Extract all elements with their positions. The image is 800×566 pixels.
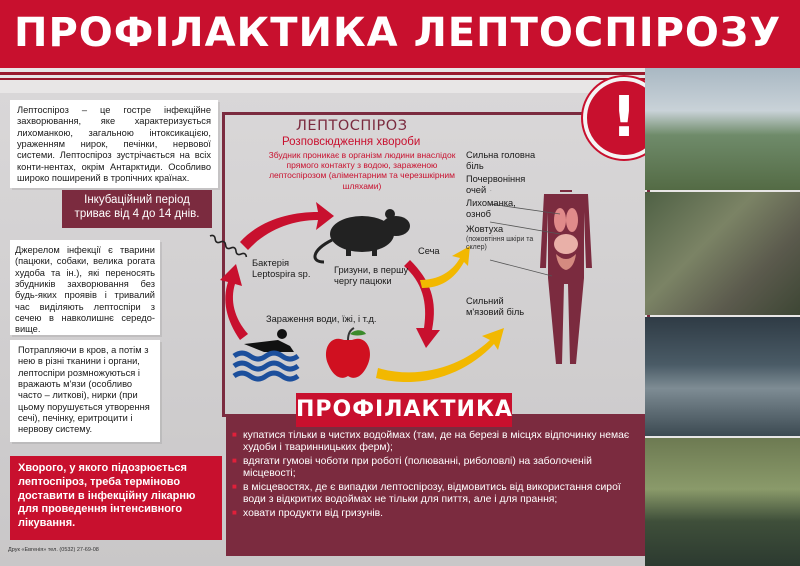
prevention-list (232, 430, 642, 521)
bacteria-label: Бактерія Leptospira sp. (252, 258, 311, 280)
prevention-item: ■ ховати продукти від гризунів. (232, 508, 642, 520)
page-title: ПРОФІЛАКТИКА ЛЕПТОСПІРОЗУ (14, 10, 782, 56)
symptom-red-eyes: Почервоніння очей (466, 174, 526, 196)
bacteria-icon (209, 234, 247, 258)
prevention-item: ■ вдягати гумові чоботи при роботі (полюванні, риболовлі) на заболоченій місцевості; (232, 456, 642, 481)
symptom-headache: Сильна головна біль (466, 150, 536, 172)
prevention-item: ■ купатися тільки в чистих водоймах (там, де на березі в місцях відпочинку немає худоби і тваринницьких ферм); (232, 430, 642, 455)
incubation-note: Інкубаційний період триває від 4 до 14 днів. (62, 190, 212, 228)
dog-swimming-photo (645, 317, 800, 436)
photo-column (645, 68, 800, 566)
arrow-water-to-bacteria-icon (220, 264, 248, 340)
header-banner (0, 0, 800, 68)
symptom-muscle-pain: Сильний м'язовий біль (466, 296, 525, 318)
diagram-description: Збудник проникає в організм людини внаслідок прямого контакту з водою, зараженою лептоспірозом (аліментарним та черезшкірним шляхами) (268, 150, 456, 191)
diagram-title: ЛЕПТОСПІРОЗ (296, 118, 408, 134)
diagram-subtitle: Розповсюдження хвороби (282, 136, 421, 148)
blood-spread-text: Потрапляючи в кров, а потім з нею в різні тканини і органи, лептоспіри розмножуються і вражають м'язи (особливо часто – литкові), нирки (при цьому порушується утворення сечі), печінку, еритроцити і нервову систему. (10, 340, 160, 442)
hospital-warning: Хворого, у якого підозрюється лептоспіроз, треба терміново доставити в інфекційну лікарню для проведення інтенсивного лікування. (10, 456, 222, 540)
transmission-cycle-diagram (200, 190, 640, 410)
exclamation-mark: ! (611, 85, 637, 150)
river-photo (645, 68, 800, 190)
symptom-fever: Лихоманка, озноб (466, 198, 516, 220)
rodent-label: Гризуни, в першу чергу пацюки (334, 265, 409, 287)
symptom-jaundice: Жовтуха (466, 224, 504, 234)
infection-arrow-icon (376, 328, 504, 382)
rat-photo (645, 192, 800, 315)
prevention-item: ■ в місцевостях, де є випадки лептоспірозу, відмовитись від використання сирої води з відкритих водоймах не тільки для пиття, але і для прання; (232, 482, 642, 507)
arrow-bacteria-to-rodent-icon (240, 202, 334, 250)
intro-text: Лептоспіроз – це гостре інфекційне захворювання, яке характеризується лихоманкою, загальною інтоксикацією, ураженням нирок, печінки, нервової системи. Лептоспіроз зустрічається на всіх конти-нентах, окрім Антарктиди. Особливо широко поширений в тропічних країнах. (10, 100, 218, 188)
prevention-title: ПРОФІЛАКТИКА (296, 397, 513, 422)
infection-label: Зараження води, їжі, і т.д. (266, 314, 377, 324)
symptom-jaundice-note: (пожовтіння шкіри та склер) (466, 236, 534, 252)
apple-icon (326, 328, 370, 378)
urine-label: Сеча (418, 246, 440, 256)
infection-source-text: Джерелом інфекції є тварини (пацюки, собаки, велика рогата худоба та ін.), які переносять збудників захворювання без будь-яких проявів і тривалий час виділяють лептоспіри з сечею в навколишнє середо-вище. (10, 240, 160, 335)
human-body-icon (540, 190, 592, 364)
printer-footer: Друк «Евгенія» тел. (0532) 27-69-08 (8, 547, 99, 553)
dog-drinking-photo (645, 438, 800, 566)
